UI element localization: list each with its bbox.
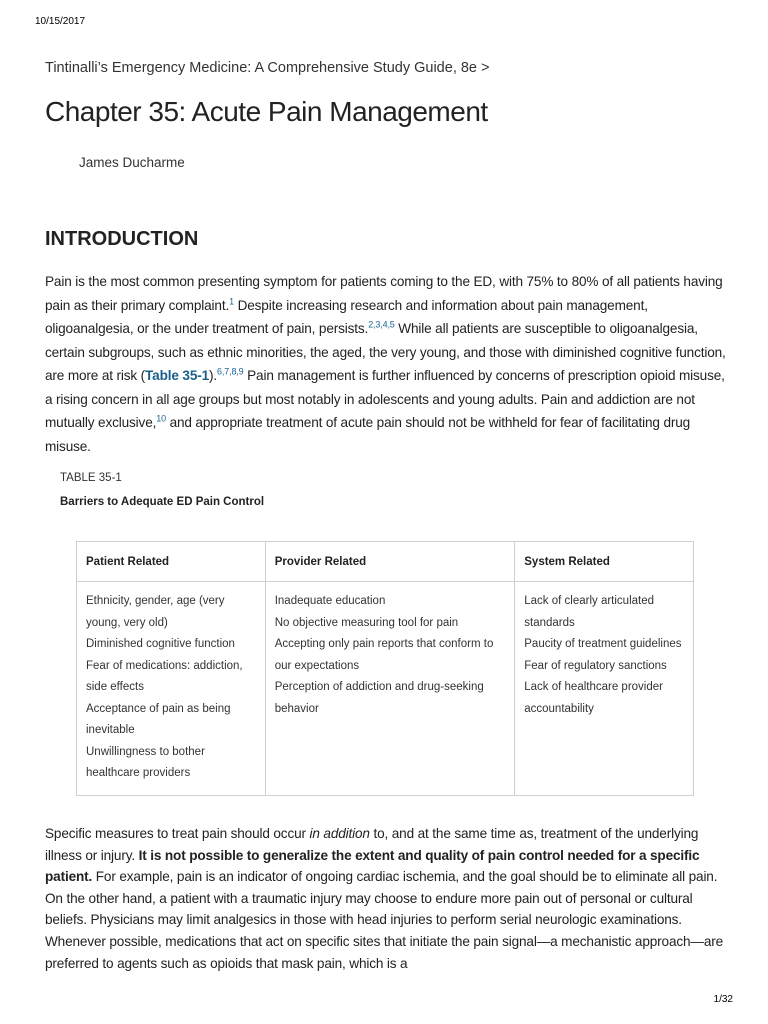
list-item: Accepting only pain reports that conform to our expectations: [274, 638, 494, 672]
column-header: Provider Related: [265, 542, 515, 582]
text: Pain is the most common presenting symptom for patients coming to the ED, with 75% to 80% of all patients having pain as their primary complaint.: [45, 274, 723, 313]
list-item: Lack of healthcare provider accountability: [524, 681, 663, 715]
text: Specific measures to treat pain should occur: [45, 826, 310, 841]
print-date: 10/15/2017: [35, 16, 86, 27]
text: For example, pain is an indicator of ongoing cardiac ischemia, and the goal should be to eliminate all pain. On the other hand, a patient with a traumatic injury may choose to endure more pain out of personal or cultural beliefs. Physicians may limit analgesics in those with head injuries to perform serial neurologic examinations. Whenever possible, medications that act on specific sites that initiate the pain signal—a mechanistic approach—are preferred to agents such as opioids that mask pain, which is a: [45, 869, 724, 971]
section-heading: INTRODUCTION: [45, 228, 199, 250]
body-paragraph: [45, 823, 735, 974]
table-cell: [265, 582, 515, 796]
reference-link[interactable]: 6,7,8,9: [217, 366, 244, 377]
list-item: Fear of medications: addiction, side effects: [86, 659, 243, 693]
table-cell: [515, 582, 694, 796]
column-header: Patient Related: [77, 542, 266, 582]
list-item: Diminished cognitive function: [86, 638, 235, 650]
reference-link[interactable]: 1: [229, 295, 234, 306]
text: ).: [209, 368, 218, 383]
text: While all patients are susceptible to oligoanalgesia, certain subgroups, such as ethnic minorities, the aged, the very young, and those with diminished cognitive function, are more at risk (: [45, 321, 726, 383]
reference-link[interactable]: 2,3,4,5: [368, 319, 395, 330]
list-item: Fear of regulatory sanctions: [524, 659, 667, 672]
page-title: Chapter 35: Acute Pain Management: [45, 96, 488, 127]
list-item: Perception of addiction and drug-seeking behavior: [274, 681, 484, 715]
text: to, and at the same time as, treatment of the underlying illness or injury.: [45, 826, 699, 863]
table-caption: Barriers to Adequate ED Pain Control: [60, 496, 265, 508]
list-item: Paucity of treatment guidelines: [524, 638, 682, 650]
reference-link[interactable]: 10: [156, 413, 166, 424]
bold-text: It is not possible to generalize the extent and quality of pain control needed for a specific patient.: [45, 847, 700, 885]
list-item: Inadequate education: [274, 595, 386, 607]
list-item: Unwillingness to bother healthcare providers: [86, 745, 205, 779]
column-header: System Related: [515, 542, 694, 582]
table-row: [77, 582, 694, 796]
barriers-table: [76, 541, 694, 796]
table-label: TABLE 35-1: [60, 472, 122, 484]
list-item: Lack of clearly articulated standards: [524, 595, 655, 629]
author: James Ducharme: [79, 155, 185, 170]
breadcrumb[interactable]: Tintinalli’s Emergency Medicine: A Comprehensive Study Guide, 8e >: [45, 60, 490, 76]
list-item: Acceptance of pain as being inevitable: [86, 702, 231, 736]
text: Despite increasing research and information about pain management, oligoanalgesia, or the under treatment of pain, persists.: [45, 297, 648, 336]
table-cell: [77, 582, 266, 796]
list-item: No objective measuring tool for pain: [274, 616, 459, 629]
emphasis-text: in addition: [309, 826, 370, 841]
page-number: 1/32: [713, 994, 733, 1005]
text: Pain management is further influenced by concerns of prescription opioid misuse, a rising concern in all age groups but most notably in adolescents and young adults. Pain and addiction are not mutually exclusive,: [45, 368, 725, 430]
table-header-row: [77, 542, 694, 582]
text: and appropriate treatment of acute pain should not be withheld for fear of facilitating drug misuse.: [45, 415, 691, 454]
table-link[interactable]: Table 35-1: [145, 368, 210, 383]
list-item: Ethnicity, gender, age (very young, very old): [86, 595, 225, 629]
intro-paragraph: [45, 270, 735, 458]
